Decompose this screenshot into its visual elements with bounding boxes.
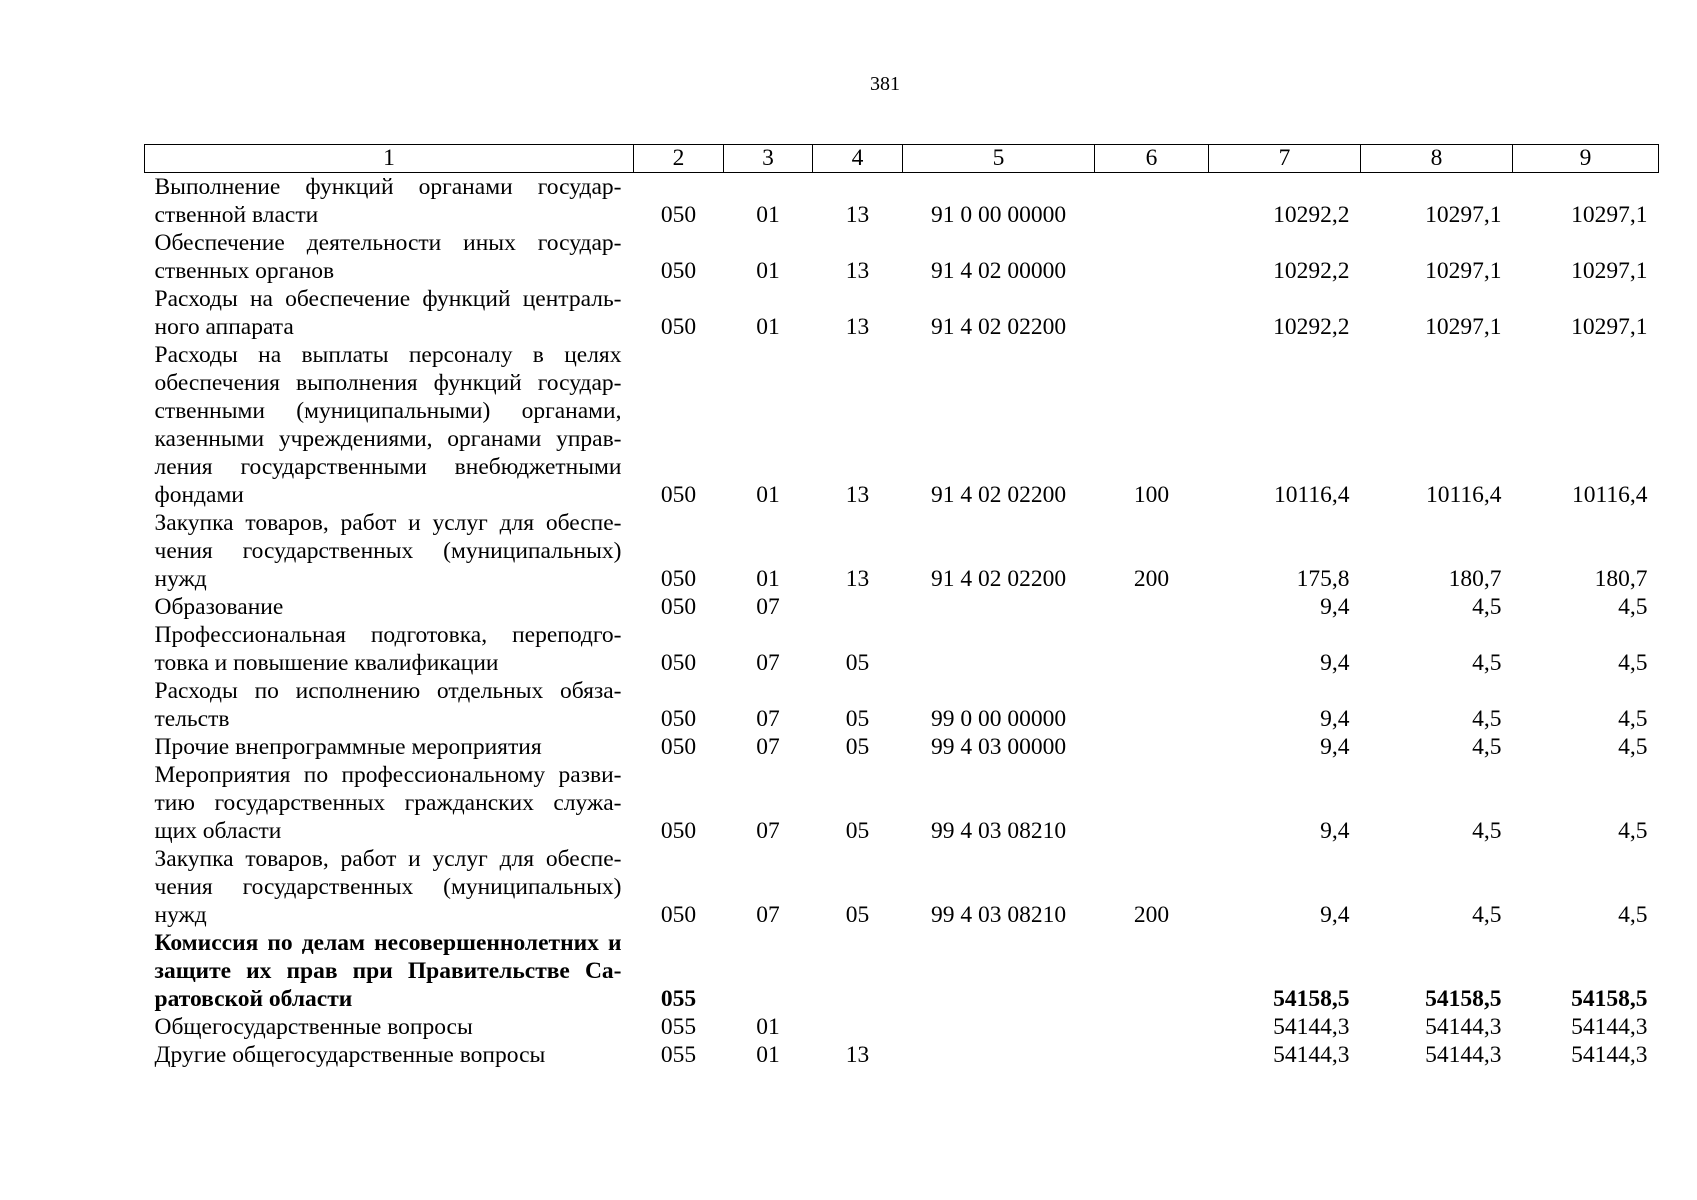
row-amount-9: 4,5: [1618, 706, 1648, 732]
row-code-5: [903, 621, 1095, 677]
row-amount-7: 9,4: [1320, 650, 1350, 676]
row-code-4: 13: [845, 202, 870, 228]
row-amount-8: 4,5: [1472, 818, 1502, 844]
row-code-5: 99 4 03 08210: [930, 818, 1067, 844]
row-amount-8: 54144,3: [1425, 1014, 1502, 1040]
row-code-3: 01: [756, 566, 780, 592]
row-code-6: 200: [1133, 902, 1170, 928]
row-code-4: 13: [845, 314, 870, 340]
row-code-2: 050: [660, 314, 697, 340]
table-row: [145, 1041, 1659, 1069]
row-name: Комиссия по делам несовершеннолетних и защите их прав при Правительстве Са- ратовской области: [154, 930, 622, 1012]
row-name: Общегосударственные вопросы: [154, 1014, 473, 1040]
row-code-3: 07: [756, 706, 780, 732]
row-name: Закупка товаров, работ и услуг для обеспе- чения государственных (муниципальных) нужд: [154, 510, 622, 592]
page-number: 381: [870, 73, 900, 95]
row-amount-7: 9,4: [1320, 734, 1350, 760]
row-name: Другие общегосударственные вопросы: [154, 1042, 546, 1068]
row-code-2: 050: [660, 650, 697, 676]
row-code-2: 050: [660, 706, 697, 732]
row-code-3: 07: [756, 818, 780, 844]
table-row: [145, 173, 1659, 230]
row-code-6: 200: [1133, 566, 1170, 592]
row-code-3: 01: [756, 258, 780, 284]
row-code-3: 07: [756, 594, 780, 620]
row-code-6: [1095, 621, 1209, 677]
row-code-6: [1095, 929, 1209, 1013]
table-row: [145, 621, 1659, 677]
table-row: [145, 285, 1659, 341]
row-amount-9: 54144,3: [1571, 1014, 1648, 1040]
row-name: Расходы на обеспечение функций централь- ного аппарата: [154, 286, 622, 340]
row-name: Расходы на выплаты персоналу в целях обеспечения выполнения функций государ- ственными (муниципальными) органами, казенными учреждениями, органами управ- ления государственными внебюджетными фондами: [154, 342, 622, 508]
row-amount-8: 10297,1: [1425, 314, 1502, 340]
row-code-2: 055: [660, 986, 697, 1012]
row-amount-8: 4,5: [1472, 734, 1502, 760]
row-name: Профессиональная подготовка, переподго- товка и повышение квалификации: [154, 622, 622, 676]
row-code-3: 07: [756, 650, 780, 676]
row-code-6: [1095, 1041, 1209, 1069]
row-code-5: 99 0 00 00000: [930, 706, 1067, 732]
row-name: Мероприятия по профессиональному разви- тию государственных гражданских служа- щих области: [154, 762, 622, 844]
row-amount-8: 54144,3: [1425, 1042, 1502, 1068]
row-amount-7: 9,4: [1320, 706, 1350, 732]
column-header: 2: [634, 145, 724, 173]
table-row: [145, 845, 1659, 929]
row-name: Образование: [154, 594, 284, 620]
row-code-6: [1095, 677, 1209, 733]
row-code-5: 91 4 02 02200: [930, 482, 1067, 508]
row-amount-9: 10297,1: [1571, 314, 1648, 340]
column-header: 5: [903, 145, 1095, 173]
row-amount-8: 4,5: [1472, 650, 1502, 676]
row-amount-8: 180,7: [1448, 566, 1502, 592]
column-header: 4: [813, 145, 903, 173]
row-amount-9: 10116,4: [1571, 482, 1648, 508]
row-code-2: 055: [660, 1042, 697, 1068]
row-amount-8: 4,5: [1472, 902, 1502, 928]
row-amount-7: 54158,5: [1273, 986, 1350, 1012]
row-amount-9: 4,5: [1618, 734, 1648, 760]
row-code-5: [903, 593, 1095, 621]
table-row: [145, 761, 1659, 845]
row-amount-7: 10292,2: [1273, 258, 1350, 284]
row-amount-9: 4,5: [1618, 902, 1648, 928]
row-code-5: 91 4 02 02200: [930, 314, 1067, 340]
row-code-2: 055: [660, 1014, 697, 1040]
row-code-4: 13: [845, 482, 870, 508]
row-code-4: 05: [845, 818, 870, 844]
row-code-4: 13: [845, 566, 870, 592]
column-header: 9: [1513, 145, 1659, 173]
row-code-2: 050: [660, 734, 697, 760]
row-amount-8: 4,5: [1472, 594, 1502, 620]
column-header: 7: [1209, 145, 1361, 173]
table-row: [145, 229, 1659, 285]
row-code-6: [1095, 761, 1209, 845]
row-code-4: 13: [845, 258, 870, 284]
row-code-4: 05: [845, 650, 870, 676]
row-amount-7: 54144,3: [1273, 1042, 1350, 1068]
row-code-3: 01: [756, 482, 780, 508]
row-code-2: 050: [660, 594, 697, 620]
row-code-2: 050: [660, 818, 697, 844]
row-code-5: [903, 929, 1095, 1013]
row-name: Прочие внепрограммные мероприятия: [154, 734, 542, 760]
table-row: [145, 929, 1659, 1013]
row-code-6: [1095, 229, 1209, 285]
row-code-4: [813, 593, 903, 621]
row-amount-9: 10297,1: [1571, 258, 1648, 284]
table-row: [145, 341, 1659, 509]
row-code-3: 01: [756, 1014, 780, 1040]
row-amount-8: 10116,4: [1425, 482, 1502, 508]
column-header: 3: [724, 145, 813, 173]
row-code-6: [1095, 733, 1209, 761]
row-code-6: 100: [1133, 482, 1170, 508]
row-amount-8: 10297,1: [1425, 258, 1502, 284]
column-header: 6: [1095, 145, 1209, 173]
row-code-3: 07: [756, 902, 780, 928]
row-amount-8: 4,5: [1472, 706, 1502, 732]
row-code-4: [813, 929, 903, 1013]
row-name: Обеспечение деятельности иных государ- ственных органов: [154, 230, 622, 284]
row-amount-9: 4,5: [1618, 818, 1648, 844]
row-amount-9: 4,5: [1618, 650, 1648, 676]
row-code-3: 01: [756, 314, 780, 340]
row-code-6: [1095, 173, 1209, 230]
row-code-2: 050: [660, 202, 697, 228]
row-code-4: 13: [845, 1042, 870, 1068]
row-amount-7: 54144,3: [1273, 1014, 1350, 1040]
row-amount-9: 4,5: [1618, 594, 1648, 620]
row-amount-9: 54158,5: [1571, 986, 1648, 1012]
row-name: Выполнение функций органами государ- ственной власти: [154, 174, 622, 228]
row-amount-9: 180,7: [1594, 566, 1648, 592]
table-row: [145, 733, 1659, 761]
row-code-2: 050: [660, 902, 697, 928]
row-code-3: [724, 929, 813, 1013]
row-code-5: 91 0 00 00000: [930, 202, 1067, 228]
row-code-4: 05: [845, 902, 870, 928]
table-row: [145, 593, 1659, 621]
row-amount-8: 54158,5: [1425, 986, 1502, 1012]
table-row: [145, 509, 1659, 593]
row-amount-9: 54144,3: [1571, 1042, 1648, 1068]
row-code-2: 050: [660, 566, 697, 592]
row-code-3: 01: [756, 202, 780, 228]
row-code-2: 050: [660, 482, 697, 508]
row-code-2: 050: [660, 258, 697, 284]
row-code-5: [903, 1041, 1095, 1069]
row-amount-7: 175,8: [1296, 566, 1350, 592]
row-name: Закупка товаров, работ и услуг для обеспе- чения государственных (муниципальных) нужд: [154, 846, 622, 928]
row-code-4: 05: [845, 734, 870, 760]
table-header-row: [145, 145, 1659, 173]
row-code-5: 99 4 03 00000: [930, 734, 1067, 760]
row-code-4: [813, 1013, 903, 1041]
row-amount-7: 9,4: [1320, 818, 1350, 844]
row-code-5: 91 4 02 00000: [930, 258, 1067, 284]
row-code-3: 01: [756, 1042, 780, 1068]
row-code-6: [1095, 593, 1209, 621]
row-code-3: 07: [756, 734, 780, 760]
column-header: 1: [145, 145, 634, 173]
row-name: Расходы по исполнению отдельных обяза- тельств: [154, 678, 622, 732]
table-row: [145, 1013, 1659, 1041]
table-row: [145, 677, 1659, 733]
row-code-4: 05: [845, 706, 870, 732]
row-amount-7: 10292,2: [1273, 202, 1350, 228]
row-amount-9: 10297,1: [1571, 202, 1648, 228]
row-code-6: [1095, 285, 1209, 341]
budget-table: [144, 144, 1659, 1069]
row-code-5: [903, 1013, 1095, 1041]
row-amount-7: 10116,4: [1273, 482, 1350, 508]
row-amount-7: 9,4: [1320, 902, 1350, 928]
row-code-5: 99 4 03 08210: [930, 902, 1067, 928]
table-body: [145, 173, 1659, 1070]
row-amount-7: 9,4: [1320, 594, 1350, 620]
row-code-5: 91 4 02 02200: [930, 566, 1067, 592]
column-header: 8: [1361, 145, 1513, 173]
row-amount-8: 10297,1: [1425, 202, 1502, 228]
row-amount-7: 10292,2: [1273, 314, 1350, 340]
row-code-6: [1095, 1013, 1209, 1041]
